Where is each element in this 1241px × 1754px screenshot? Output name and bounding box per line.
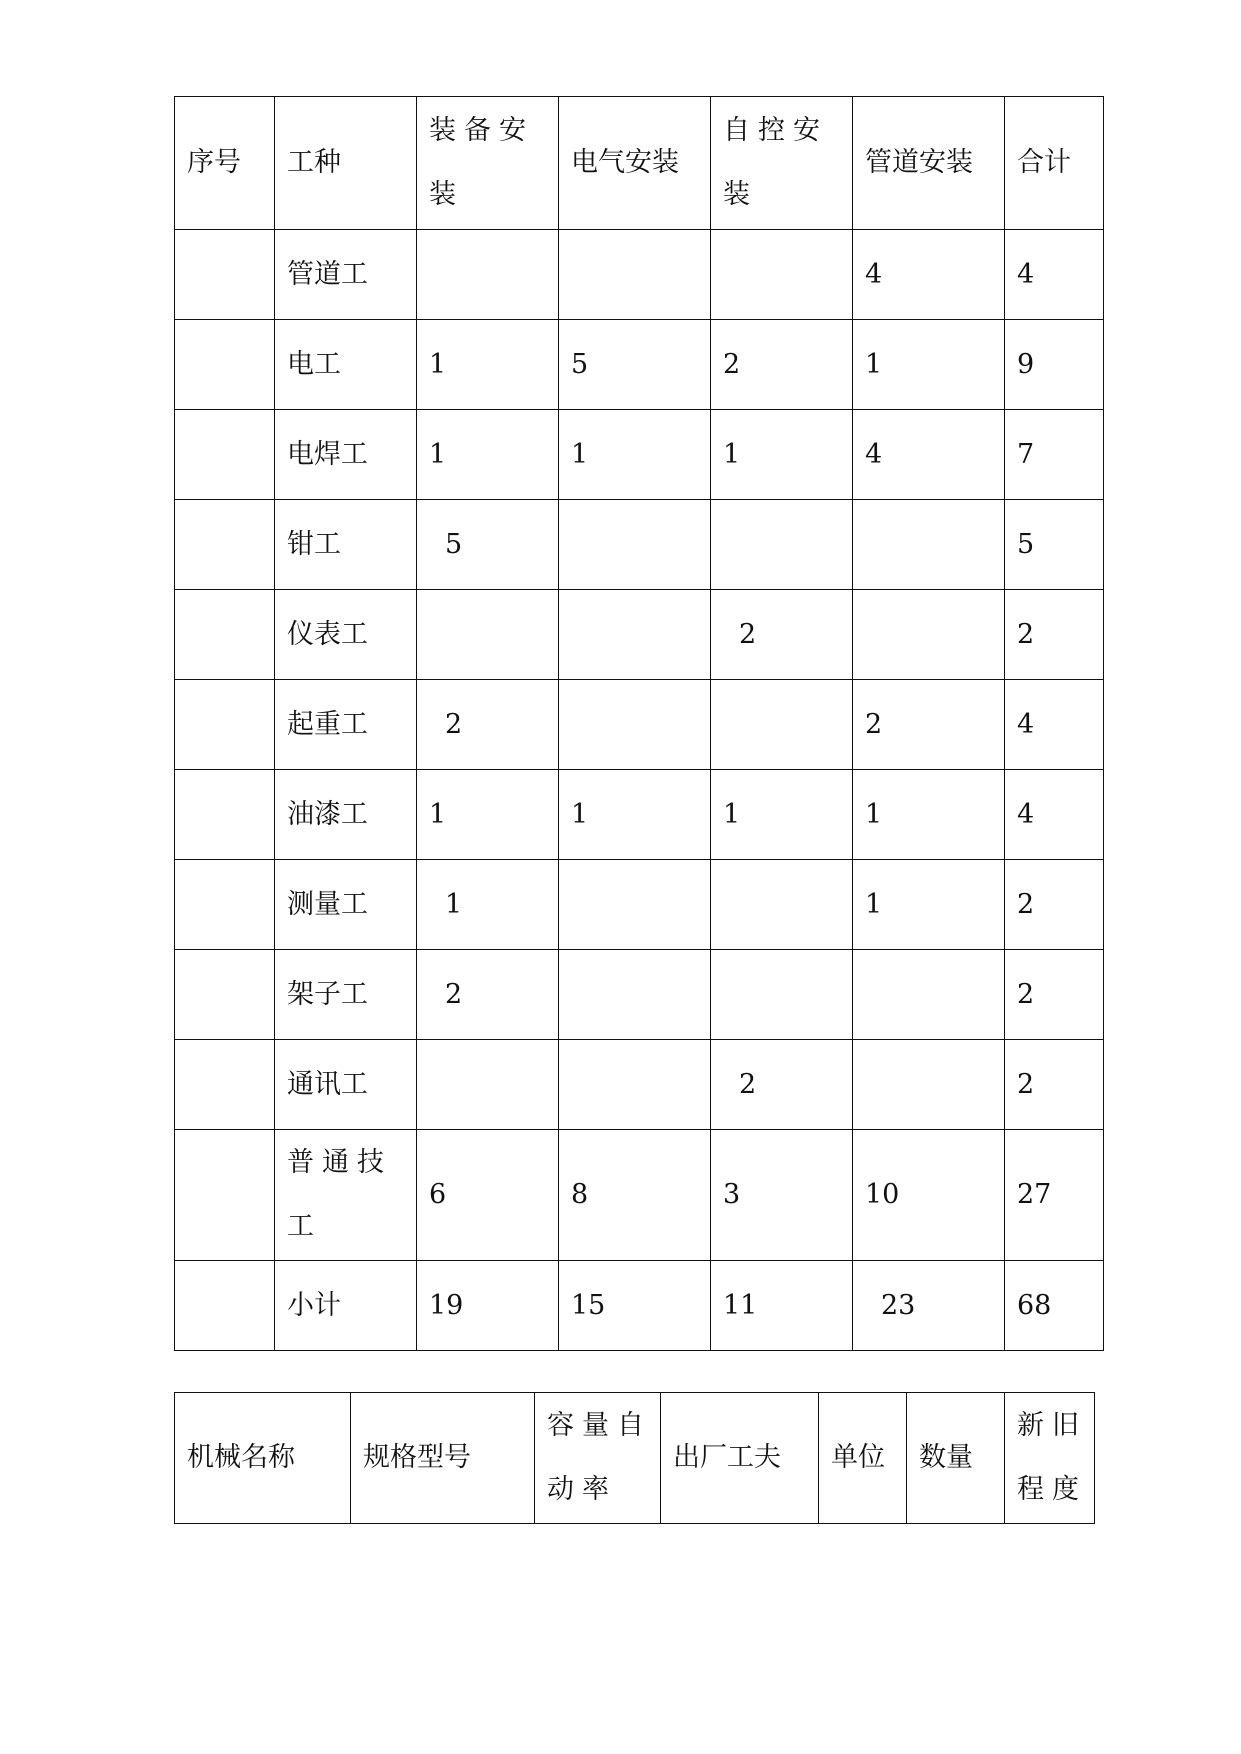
cell-pipe bbox=[853, 590, 1005, 680]
cell-seq bbox=[175, 230, 275, 320]
cell-pipe: 23 bbox=[853, 1261, 1005, 1351]
cell-total: 9 bbox=[1005, 320, 1104, 410]
header-cell: 单位 bbox=[819, 1393, 907, 1524]
cell-seq bbox=[175, 500, 275, 590]
cell-auto bbox=[711, 860, 853, 950]
table-row bbox=[175, 770, 1104, 860]
cell-trade: 钳工 bbox=[275, 500, 417, 590]
cell-equip bbox=[417, 1040, 559, 1130]
header-cell: 管道安装 bbox=[853, 97, 1005, 230]
cell-equip: 5 bbox=[417, 500, 559, 590]
cell-auto bbox=[711, 230, 853, 320]
header-cell: 装备安装 bbox=[417, 97, 559, 230]
cell-elec: 15 bbox=[559, 1261, 711, 1351]
cell-equip bbox=[417, 230, 559, 320]
table-row bbox=[175, 500, 1104, 590]
machine-header-row bbox=[175, 1393, 1095, 1524]
cell-equip: 1 bbox=[417, 860, 559, 950]
cell-trade: 架子工 bbox=[275, 950, 417, 1040]
table-row bbox=[175, 410, 1104, 500]
cell-pipe: 4 bbox=[853, 410, 1005, 500]
cell-auto: 11 bbox=[711, 1261, 853, 1351]
header-cell: 规格型号 bbox=[351, 1393, 535, 1524]
header-cell: 序号 bbox=[175, 97, 275, 230]
cell-total: 2 bbox=[1005, 590, 1104, 680]
cell-total: 7 bbox=[1005, 410, 1104, 500]
header-cell: 容量自动率 bbox=[535, 1393, 661, 1524]
cell-auto bbox=[711, 500, 853, 590]
table-row bbox=[175, 860, 1104, 950]
cell-pipe: 2 bbox=[853, 680, 1005, 770]
cell-seq bbox=[175, 950, 275, 1040]
header-cell: 工种 bbox=[275, 97, 417, 230]
cell-trade: 通讯工 bbox=[275, 1040, 417, 1130]
cell-auto: 3 bbox=[711, 1130, 853, 1261]
cell-auto: 2 bbox=[711, 1040, 853, 1130]
table-row bbox=[175, 1040, 1104, 1130]
cell-elec: 1 bbox=[559, 410, 711, 500]
cell-total: 4 bbox=[1005, 770, 1104, 860]
table-row bbox=[175, 950, 1104, 1040]
cell-auto: 1 bbox=[711, 770, 853, 860]
cell-trade: 测量工 bbox=[275, 860, 417, 950]
cell-equip: 6 bbox=[417, 1130, 559, 1261]
cell-auto: 2 bbox=[711, 590, 853, 680]
cell-equip: 1 bbox=[417, 410, 559, 500]
table-row bbox=[175, 230, 1104, 320]
cell-trade: 电工 bbox=[275, 320, 417, 410]
cell-elec: 5 bbox=[559, 320, 711, 410]
header-cell: 合计 bbox=[1005, 97, 1104, 230]
header-cell: 出厂工夫 bbox=[661, 1393, 819, 1524]
header-cell: 机械名称 bbox=[175, 1393, 351, 1524]
cell-pipe: 1 bbox=[853, 320, 1005, 410]
cell-total: 68 bbox=[1005, 1261, 1104, 1351]
cell-pipe bbox=[853, 950, 1005, 1040]
cell-elec bbox=[559, 590, 711, 680]
cell-auto: 2 bbox=[711, 320, 853, 410]
cell-elec: 1 bbox=[559, 770, 711, 860]
cell-equip: 1 bbox=[417, 770, 559, 860]
cell-seq bbox=[175, 1261, 275, 1351]
labor-header-row bbox=[175, 97, 1104, 230]
table-row bbox=[175, 1130, 1104, 1261]
cell-seq bbox=[175, 590, 275, 680]
table-row bbox=[175, 1261, 1104, 1351]
cell-trade: 小计 bbox=[275, 1261, 417, 1351]
cell-pipe: 10 bbox=[853, 1130, 1005, 1261]
cell-pipe: 1 bbox=[853, 770, 1005, 860]
table-row bbox=[175, 320, 1104, 410]
cell-equip: 2 bbox=[417, 950, 559, 1040]
cell-trade: 仪表工 bbox=[275, 590, 417, 680]
header-cell: 新旧程度 bbox=[1005, 1393, 1095, 1524]
cell-elec bbox=[559, 860, 711, 950]
cell-auto: 1 bbox=[711, 410, 853, 500]
cell-total: 2 bbox=[1005, 1040, 1104, 1130]
cell-equip: 1 bbox=[417, 320, 559, 410]
cell-seq bbox=[175, 1130, 275, 1261]
cell-seq bbox=[175, 320, 275, 410]
cell-trade: 起重工 bbox=[275, 680, 417, 770]
cell-total: 4 bbox=[1005, 230, 1104, 320]
cell-total: 4 bbox=[1005, 680, 1104, 770]
cell-seq bbox=[175, 1040, 275, 1130]
cell-elec bbox=[559, 230, 711, 320]
cell-trade: 油漆工 bbox=[275, 770, 417, 860]
cell-pipe bbox=[853, 500, 1005, 590]
cell-pipe: 4 bbox=[853, 230, 1005, 320]
machine-table bbox=[174, 1392, 1095, 1524]
cell-seq bbox=[175, 410, 275, 500]
cell-elec bbox=[559, 1040, 711, 1130]
cell-pipe: 1 bbox=[853, 860, 1005, 950]
cell-trade: 管道工 bbox=[275, 230, 417, 320]
table-row bbox=[175, 680, 1104, 770]
cell-auto bbox=[711, 950, 853, 1040]
table-row bbox=[175, 590, 1104, 680]
cell-seq bbox=[175, 860, 275, 950]
cell-elec: 8 bbox=[559, 1130, 711, 1261]
cell-trade: 普通技工 bbox=[275, 1130, 417, 1261]
cell-total: 5 bbox=[1005, 500, 1104, 590]
header-cell: 自控安装 bbox=[711, 97, 853, 230]
cell-trade: 电焊工 bbox=[275, 410, 417, 500]
labor-table bbox=[174, 96, 1104, 1351]
cell-equip: 19 bbox=[417, 1261, 559, 1351]
cell-seq bbox=[175, 680, 275, 770]
cell-total: 27 bbox=[1005, 1130, 1104, 1261]
cell-total: 2 bbox=[1005, 860, 1104, 950]
cell-elec bbox=[559, 680, 711, 770]
cell-equip: 2 bbox=[417, 680, 559, 770]
cell-elec bbox=[559, 950, 711, 1040]
cell-total: 2 bbox=[1005, 950, 1104, 1040]
cell-equip bbox=[417, 590, 559, 680]
cell-auto bbox=[711, 680, 853, 770]
header-cell: 电气安装 bbox=[559, 97, 711, 230]
cell-seq bbox=[175, 770, 275, 860]
cell-pipe bbox=[853, 1040, 1005, 1130]
header-cell: 数量 bbox=[907, 1393, 1005, 1524]
cell-elec bbox=[559, 500, 711, 590]
